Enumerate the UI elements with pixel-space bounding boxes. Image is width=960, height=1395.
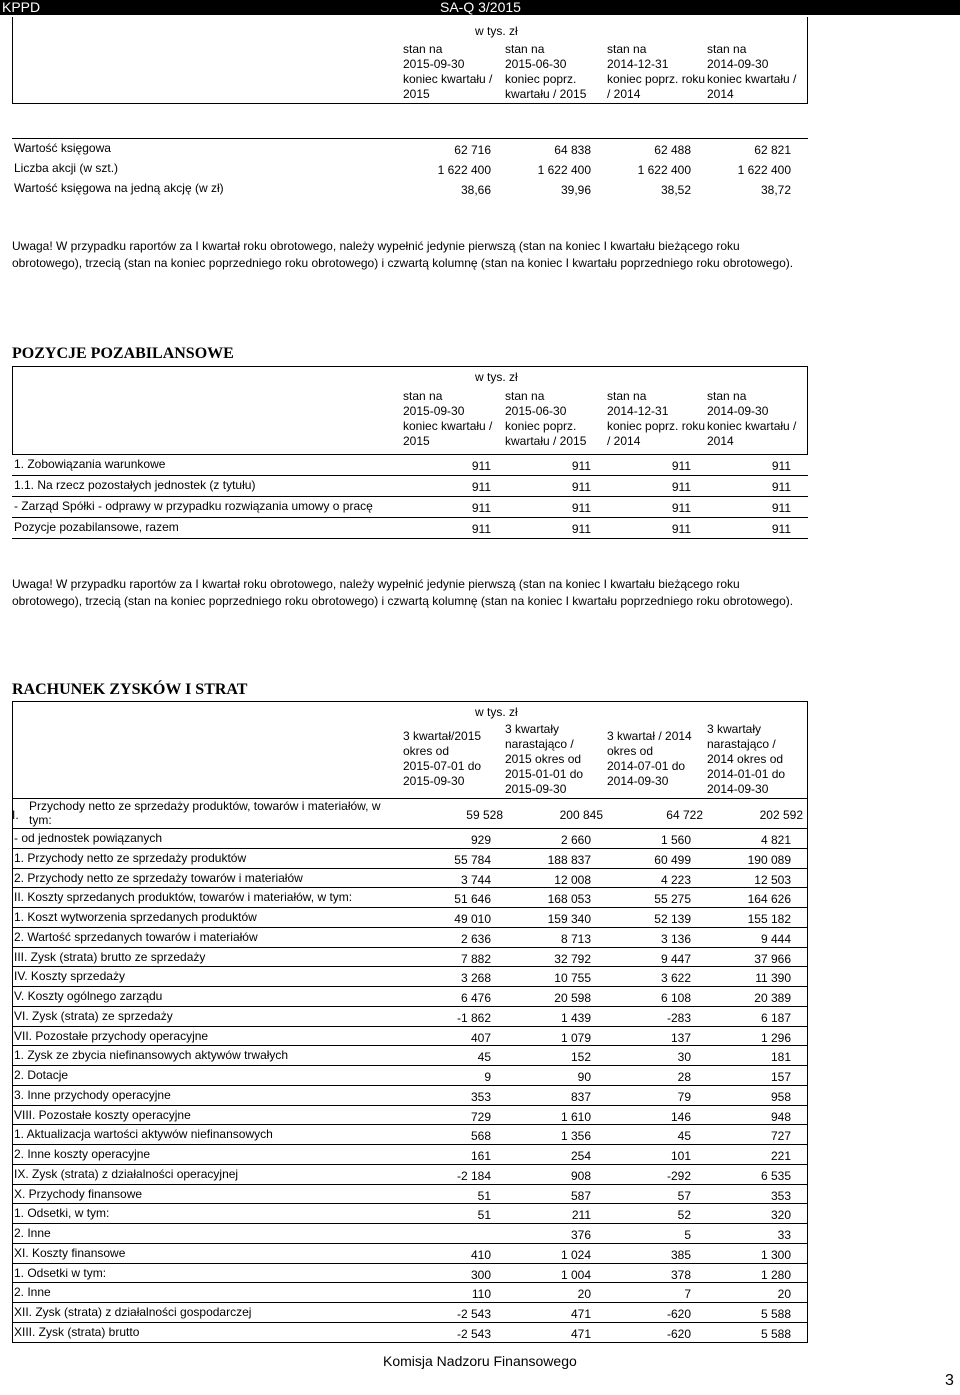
row-label: 1.1. Na rzecz pozostałych jednostek (z tytułu): [14, 478, 256, 492]
value-cell: 3 744: [460, 872, 491, 887]
value-cell: 4 821: [760, 833, 791, 847]
value-cell: 30: [677, 1050, 691, 1065]
row-label: X. Przychody finansowe: [14, 1186, 143, 1201]
table-row: [12, 1007, 808, 1027]
value-cell: 911: [471, 501, 491, 515]
value-cell: 911: [771, 480, 791, 494]
period-header: stan na 2015-09-30 koniec kwartału / 2015: [403, 389, 493, 448]
row-label: 1. Odsetki w tym:: [14, 1265, 107, 1280]
table-row: [12, 888, 808, 908]
table-border: [807, 799, 808, 1342]
value-cell: 1 280: [760, 1267, 791, 1282]
value-cell: 64 722: [666, 808, 703, 822]
income-header: 3 kwartały narastająco / 2014 okres od 2014-01-01 do 2014-09-30: [707, 722, 786, 796]
value-cell: 908: [570, 1168, 591, 1183]
value-cell: 190 089: [747, 852, 791, 867]
value-cell: 9 447: [660, 951, 691, 966]
row-label: III. Zysk (strata) brutto ze sprzedaży: [14, 949, 206, 964]
value-cell: 55 784: [454, 852, 491, 867]
value-cell: 376: [570, 1228, 591, 1242]
value-cell: 911: [671, 459, 691, 473]
row-label: VI. Zysk (strata) ze sprzedaży: [14, 1008, 173, 1023]
value-cell: -2 184: [456, 1168, 491, 1183]
table-row: [12, 1027, 808, 1047]
table-row: [12, 1106, 808, 1126]
value-cell: 1 610: [560, 1109, 591, 1124]
row-label: Wartość księgowa: [14, 141, 111, 155]
table-row: [12, 1244, 808, 1264]
value-cell: 2 636: [460, 931, 491, 946]
row-label: VII. Pozostałe przychody operacyjne: [14, 1028, 209, 1043]
value-cell: 45: [677, 1129, 691, 1144]
value-cell: 168 053: [547, 892, 591, 907]
table-row: [12, 1046, 808, 1066]
row-label: 2. Inne koszty operacyjne: [14, 1147, 151, 1161]
value-cell: 20: [777, 1287, 791, 1302]
value-cell: 37 966: [754, 951, 791, 966]
value-cell: 90: [577, 1070, 591, 1084]
table-row: [12, 1323, 808, 1343]
row-label: Pozycje pozabilansowe, razem: [14, 520, 179, 534]
value-cell: 57: [677, 1188, 691, 1203]
value-cell: 1 622 400: [737, 163, 791, 177]
value-cell: 353: [470, 1089, 491, 1104]
value-cell: 3 268: [460, 971, 491, 986]
row-label: 2. Inne: [14, 1226, 51, 1240]
value-cell: 1 560: [660, 833, 691, 847]
value-cell: 1 439: [560, 1010, 591, 1025]
value-cell: 38,72: [760, 183, 791, 197]
table-row: [12, 1125, 808, 1145]
value-cell: 378: [670, 1267, 691, 1282]
value-cell: 4 223: [660, 872, 691, 887]
period-header: stan na 2015-09-30 koniec kwartału / 2015: [403, 42, 493, 101]
value-cell: 20 389: [754, 991, 791, 1005]
value-cell: 407: [470, 1030, 491, 1045]
row-label: Wartość księgowa na jedną akcję (w zł): [14, 181, 224, 195]
row-label: 1. Przychody netto ze sprzedaży produktów: [14, 850, 247, 865]
value-cell: 1 300: [760, 1247, 791, 1262]
table-row: [12, 1264, 808, 1284]
row-label: 2. Inne: [14, 1285, 51, 1300]
value-cell: 38,66: [460, 183, 491, 197]
value-cell: 62 488: [654, 143, 691, 157]
row-label: - Zarząd Spółki - odprawy w przypadku rozwiązania umowy o pracę: [14, 499, 373, 513]
table-border: [12, 799, 13, 1342]
value-cell: 385: [670, 1247, 691, 1262]
value-cell: 45: [477, 1050, 491, 1065]
table-row: [12, 1086, 808, 1106]
value-cell: 159 340: [547, 912, 591, 926]
value-cell: 3 136: [660, 931, 691, 946]
value-cell: 155 182: [747, 912, 791, 926]
value-cell: 101: [670, 1149, 691, 1163]
value-cell: 6 108: [660, 991, 691, 1005]
value-cell: 1 079: [560, 1030, 591, 1045]
income-header: 3 kwartał/2015 okres od 2015-07-01 do 2015-09-30: [403, 729, 482, 788]
table-row: [12, 1283, 808, 1303]
value-cell: 911: [571, 522, 591, 536]
value-cell: 911: [571, 501, 591, 515]
value-cell: 12 503: [754, 872, 791, 887]
row-label: V. Koszty ogólnego zarządu: [14, 989, 163, 1003]
row-label: - od jednostek powiązanych: [14, 831, 163, 845]
value-cell: 51: [477, 1188, 491, 1203]
value-cell: 62 821: [754, 143, 791, 157]
table-row: [12, 497, 808, 518]
income-header: 3 kwartał / 2014 okres od 2014-07-01 do 2014-09-30: [607, 729, 692, 788]
value-cell: 7 882: [460, 951, 491, 966]
table-row: [12, 908, 808, 928]
value-cell: 911: [471, 480, 491, 494]
value-cell: 911: [471, 522, 491, 536]
value-cell: 152: [570, 1050, 591, 1065]
value-cell: 20: [577, 1287, 591, 1302]
table-row: [12, 179, 808, 199]
table-row: [12, 1145, 808, 1165]
table-row: [12, 987, 808, 1007]
value-cell: 110: [471, 1287, 491, 1302]
note-text: Uwaga! W przypadku raportów za I kwartał roku obrotowego, należy wypełnić jedynie pierwszą (stan na koniec I kwartału bieżącego roku obrotowego), trzecią (stan na koniec poprzedniego roku obrotowego) i czwartą kolumnę (stan na koniec I kwartału poprzedniego roku obrotowego).: [12, 239, 794, 270]
value-cell: -292: [666, 1168, 691, 1183]
value-cell: 471: [570, 1307, 591, 1321]
table-row: [12, 476, 808, 497]
footer-text: Komisja Nadzoru Finansowego: [383, 1353, 577, 1369]
value-cell: 911: [471, 459, 491, 473]
value-cell: -1 862: [456, 1010, 491, 1025]
row-label: 1. Koszt wytworzenia sprzedanych produktów: [14, 910, 257, 924]
page-number: 3: [945, 1372, 954, 1389]
income-row-first: [12, 799, 808, 829]
table-row: [12, 829, 808, 849]
value-cell: 9 444: [760, 931, 791, 946]
row-label: 2. Dotacje: [14, 1068, 69, 1082]
row-label: XIII. Zysk (strata) brutto: [14, 1324, 140, 1339]
period-header: stan na 2014-09-30 koniec kwartału / 2014: [707, 42, 797, 101]
value-cell: 49 010: [454, 912, 491, 926]
row-label: 1. Aktualizacja wartości aktywów niefinansowych: [14, 1127, 273, 1142]
row-label: II. Koszty sprzedanych produktów, towarów i materiałów, w tym:: [14, 890, 353, 905]
table-row: [12, 455, 808, 476]
value-cell: 55 275: [654, 892, 691, 907]
table-row: [12, 869, 808, 889]
value-cell: -620: [666, 1307, 691, 1321]
value-cell: 568: [470, 1129, 491, 1144]
value-cell: 837: [570, 1089, 591, 1104]
row-label: tym:: [29, 813, 52, 827]
value-cell: -2 543: [456, 1307, 491, 1321]
income-title: RACHUNEK ZYSKÓW I STRAT: [12, 681, 248, 698]
row-label: Przychody netto ze sprzedaży produktów, towarów i materiałów, w: [29, 799, 381, 813]
value-cell: 9: [484, 1070, 491, 1084]
row-label: Liczba akcji (w szt.): [14, 161, 119, 175]
value-cell: 164 626: [747, 892, 791, 907]
value-cell: 6 535: [760, 1168, 791, 1183]
note-text: Uwaga! W przypadku raportów za I kwartał roku obrotowego, należy wypełnić jedynie pierwszą (stan na koniec I kwartału bieżącego roku obrotowego), trzecią (stan na koniec poprzedniego roku obrotowego) i czwartą kolumnę (stan na koniec I kwartału poprzedniego roku obrotowego).: [12, 577, 794, 608]
row-number: I.: [12, 808, 19, 822]
value-cell: 79: [677, 1089, 691, 1104]
value-cell: 1 622 400: [537, 163, 591, 177]
row-label: 1. Zobowiązania warunkowe: [14, 457, 166, 471]
value-cell: 2 660: [560, 833, 591, 847]
value-cell: 1 622 400: [637, 163, 691, 177]
value-cell: 188 837: [547, 852, 591, 867]
value-cell: 146: [670, 1109, 691, 1124]
value-cell: 929: [470, 833, 491, 847]
table-row: [12, 928, 808, 948]
value-cell: 51: [477, 1208, 491, 1223]
table-row: [12, 1303, 808, 1323]
table-row: [12, 518, 808, 539]
value-cell: 161: [470, 1149, 491, 1163]
table-row: [12, 159, 808, 179]
table-row: [12, 948, 808, 968]
value-cell: 911: [671, 480, 691, 494]
value-cell: 5 588: [760, 1307, 791, 1321]
value-cell: 10 755: [554, 971, 591, 986]
row-label: 2. Wartość sprzedanych towarów i materiałów: [14, 929, 258, 944]
value-cell: 200 845: [559, 808, 603, 822]
value-cell: 5: [684, 1228, 691, 1242]
table-row: [12, 139, 808, 159]
value-cell: 157: [770, 1070, 791, 1084]
value-cell: 59 528: [466, 808, 503, 822]
value-cell: 6 476: [460, 991, 491, 1005]
row-label: IV. Koszty sprzedaży: [14, 969, 125, 984]
value-cell: 300: [470, 1267, 491, 1282]
row-label: 2. Przychody netto ze sprzedaży towarów i materiałów: [14, 870, 303, 885]
value-cell: 12 008: [554, 872, 591, 887]
value-cell: 320: [770, 1208, 791, 1223]
row-label: 1. Odsetki, w tym:: [14, 1206, 110, 1221]
value-cell: 958: [770, 1089, 791, 1104]
value-cell: 52: [677, 1208, 691, 1223]
offbalance-title: POZYCJE POZABILANSOWE: [12, 345, 234, 362]
value-cell: 911: [571, 480, 591, 494]
value-cell: 20 598: [554, 991, 591, 1005]
table-row: [12, 1185, 808, 1205]
unit-label: w tys. zł: [475, 705, 518, 719]
value-cell: 8 713: [560, 931, 591, 946]
value-cell: 6 187: [760, 1010, 791, 1025]
table-row: [12, 967, 808, 987]
value-cell: 1 622 400: [437, 163, 491, 177]
row-label: 3. Inne przychody operacyjne: [14, 1087, 171, 1102]
value-cell: 38,52: [660, 183, 691, 197]
row-label: IX. Zysk (strata) z działalności operacyjnej: [14, 1166, 239, 1181]
value-cell: 911: [771, 501, 791, 515]
value-cell: 62 716: [454, 143, 491, 157]
value-cell: 1 296: [760, 1030, 791, 1045]
value-cell: 353: [770, 1188, 791, 1203]
page-header: [0, 0, 960, 15]
unit-label: w tys. zł: [475, 24, 518, 38]
value-cell: 137: [670, 1030, 691, 1045]
value-cell: 587: [570, 1188, 591, 1203]
value-cell: 254: [570, 1149, 591, 1163]
value-cell: 39,96: [560, 183, 591, 197]
value-cell: 1 024: [560, 1247, 591, 1262]
row-label: VIII. Pozostałe koszty operacyjne: [14, 1107, 191, 1122]
value-cell: 911: [671, 501, 691, 515]
value-cell: -2 543: [456, 1326, 491, 1341]
table-row: [12, 849, 808, 869]
value-cell: 410: [470, 1247, 491, 1262]
table-row: [12, 1066, 808, 1086]
income-header: 3 kwartały narastająco / 2015 okres od 2015-01-01 do 2015-09-30: [505, 722, 584, 796]
value-cell: 729: [470, 1109, 491, 1124]
table-row: [12, 1204, 808, 1224]
value-cell: 52 139: [654, 912, 691, 926]
value-cell: 911: [671, 522, 691, 536]
value-cell: -283: [666, 1010, 691, 1025]
unit-label: w tys. zł: [475, 370, 518, 384]
value-cell: 911: [771, 522, 791, 536]
value-cell: 64 838: [554, 143, 591, 157]
value-cell: 911: [771, 459, 791, 473]
value-cell: 3 622: [660, 971, 691, 986]
value-cell: 33: [777, 1228, 791, 1242]
value-cell: 32 792: [554, 951, 591, 966]
value-cell: 1 004: [560, 1267, 591, 1282]
table-row: [12, 1224, 808, 1244]
value-cell: 7: [684, 1287, 691, 1302]
value-cell: 11 390: [755, 971, 791, 986]
value-cell: 51 646: [454, 892, 491, 907]
value-cell: 28: [677, 1070, 691, 1084]
value-cell: 202 592: [759, 808, 803, 822]
value-cell: 1 356: [560, 1129, 591, 1144]
period-header: stan na 2014-12-31 koniec poprz. roku / 2014: [607, 42, 706, 101]
value-cell: -620: [666, 1326, 691, 1341]
period-header: stan na 2014-12-31 koniec poprz. roku / 2014: [607, 389, 706, 448]
value-cell: 471: [570, 1326, 591, 1341]
value-cell: 211: [571, 1208, 591, 1223]
value-cell: 727: [770, 1129, 791, 1144]
value-cell: 221: [770, 1149, 791, 1163]
value-cell: 181: [770, 1050, 791, 1065]
table-row: [12, 1165, 808, 1185]
period-header: stan na 2015-06-30 koniec poprz. kwartału / 2015: [505, 42, 587, 101]
row-label: XI. Koszty finansowe: [14, 1245, 126, 1260]
header-center: SA-Q 3/2015: [440, 0, 521, 15]
value-cell: 911: [571, 459, 591, 473]
row-label: XII. Zysk (strata) z działalności gospodarczej: [14, 1305, 252, 1319]
row-label: 1. Zysk ze zbycia niefinansowych aktywów trwałych: [14, 1048, 289, 1063]
value-cell: 5 588: [760, 1326, 791, 1341]
header-left: KPPD: [2, 0, 41, 15]
value-cell: 948: [770, 1109, 791, 1124]
value-cell: 60 499: [654, 852, 691, 867]
period-header: stan na 2015-06-30 koniec poprz. kwartału / 2015: [505, 389, 587, 448]
period-header: stan na 2014-09-30 koniec kwartału / 2014: [707, 389, 797, 448]
